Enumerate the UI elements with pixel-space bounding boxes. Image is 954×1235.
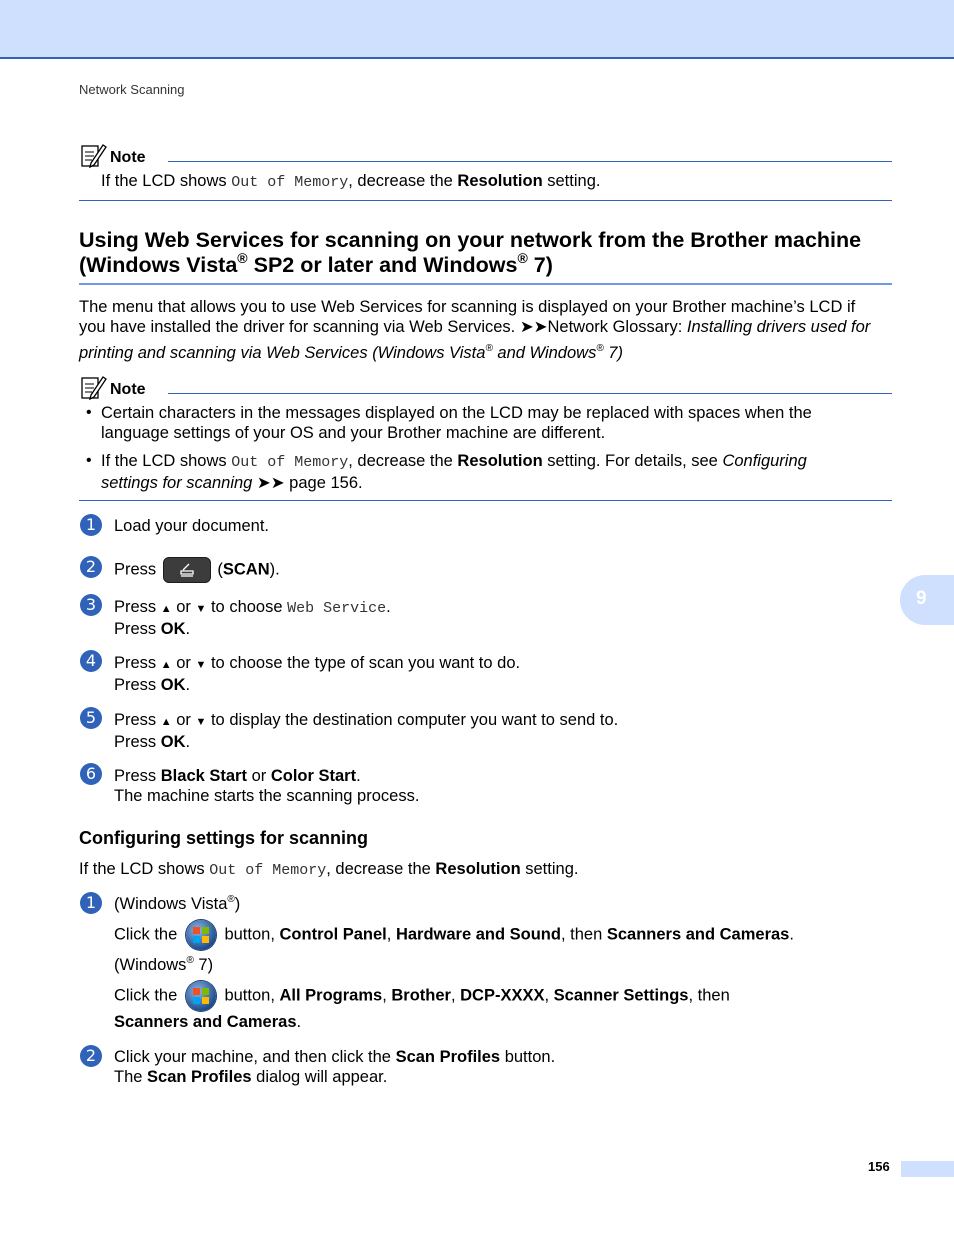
note-end-rule <box>79 200 892 201</box>
note-icon <box>79 374 107 402</box>
step-5-text: Press ▲ or ▼ to display the destination computer you want to send to. Press OK. <box>114 711 619 751</box>
header-band <box>0 0 954 59</box>
step-number: 6 <box>80 763 102 785</box>
bullet: • <box>86 452 92 469</box>
note-header <box>79 142 892 174</box>
config-step-1-win7-instructions: Click the button, All Programs, Brother, DCP-XXXX, Scanner Settings, then <box>114 981 730 1011</box>
note-bullet-2: If the LCD shows Out of Memory, decrease the Resolution setting. For details, see Configuring settings for scanning ➤➤ page 156. <box>101 452 807 492</box>
step-number: 2 <box>80 1045 102 1067</box>
up-arrow-icon: ▲ <box>160 716 172 728</box>
step-number: 1 <box>80 892 102 914</box>
step-number: 3 <box>80 594 102 616</box>
config-step-1-vista-instructions: Click the button, Control Panel, Hardware and Sound, then Scanners and Cameras. <box>114 920 794 950</box>
windows-start-icon <box>186 920 216 950</box>
config-step-1-win7: (Windows® 7) <box>114 955 214 974</box>
up-arrow-icon: ▲ <box>160 603 172 615</box>
down-arrow-icon: ▼ <box>195 716 207 728</box>
page-number: 156 <box>868 1159 890 1174</box>
step-3-text: Press ▲ or ▼ to choose Web Service. Press OK. <box>114 598 391 638</box>
step-number: 2 <box>80 556 102 578</box>
step-1-text: Load your document. <box>114 517 270 535</box>
section-heading: Using Web Services for scanning on your network from the Brother machine (Windows Vista® SP2 or later and Windows® 7) <box>79 228 862 277</box>
down-arrow-icon: ▼ <box>195 659 207 671</box>
scan-key-icon <box>163 557 211 583</box>
step-4-text: Press ▲ or ▼ to choose the type of scan you want to do. Press OK. <box>114 654 521 694</box>
windows-start-icon <box>186 981 216 1011</box>
config-step-2-text: Click your machine, and then click the Scan Profiles button. The Scan Profiles dialog will appear. <box>114 1048 556 1086</box>
heading-rule <box>79 283 892 285</box>
note-end-rule <box>79 500 892 501</box>
step-6-text: Press Black Start or Color Start. The machine starts the scanning process. <box>114 767 420 805</box>
bullet: • <box>86 404 92 421</box>
step-number: 1 <box>80 514 102 536</box>
step-number: 4 <box>80 650 102 672</box>
note-header <box>79 374 892 406</box>
subsection-heading: Configuring settings for scanning <box>79 828 368 848</box>
config-intro: If the LCD shows Out of Memory, decrease the Resolution setting. <box>79 860 579 879</box>
chapter-tab: 9 <box>900 575 954 625</box>
note-label: Note <box>110 381 146 398</box>
config-step-1-vista: (Windows Vista®) <box>114 894 241 913</box>
note-icon <box>79 142 107 170</box>
down-arrow-icon: ▼ <box>195 603 207 615</box>
running-header: Network Scanning <box>79 82 185 97</box>
up-arrow-icon: ▲ <box>160 659 172 671</box>
note-text: If the LCD shows Out of Memory, decrease the Resolution setting. <box>101 172 601 191</box>
note-rule <box>168 393 892 394</box>
config-step-1-win7-cont: Scanners and Cameras. <box>114 1013 302 1031</box>
page-number-bar <box>901 1161 954 1177</box>
note-label: Note <box>110 149 146 166</box>
step-number: 5 <box>80 707 102 729</box>
step-2-text: Press (SCAN). <box>114 557 280 583</box>
note-bullet-1: Certain characters in the messages displayed on the LCD may be replaced with spaces when the language settings of your OS and your Brother machine are different. <box>101 404 812 442</box>
note-rule <box>168 161 892 162</box>
intro-paragraph: The menu that allows you to use Web Services for scanning is displayed on your Brother machine’s LCD if you have installed the driver for scanning via Web Services. ➤➤Network Glossary: Installing drivers used for printing and scanning via Web Services (Windows Vista® and Windows® 7) <box>79 298 871 362</box>
